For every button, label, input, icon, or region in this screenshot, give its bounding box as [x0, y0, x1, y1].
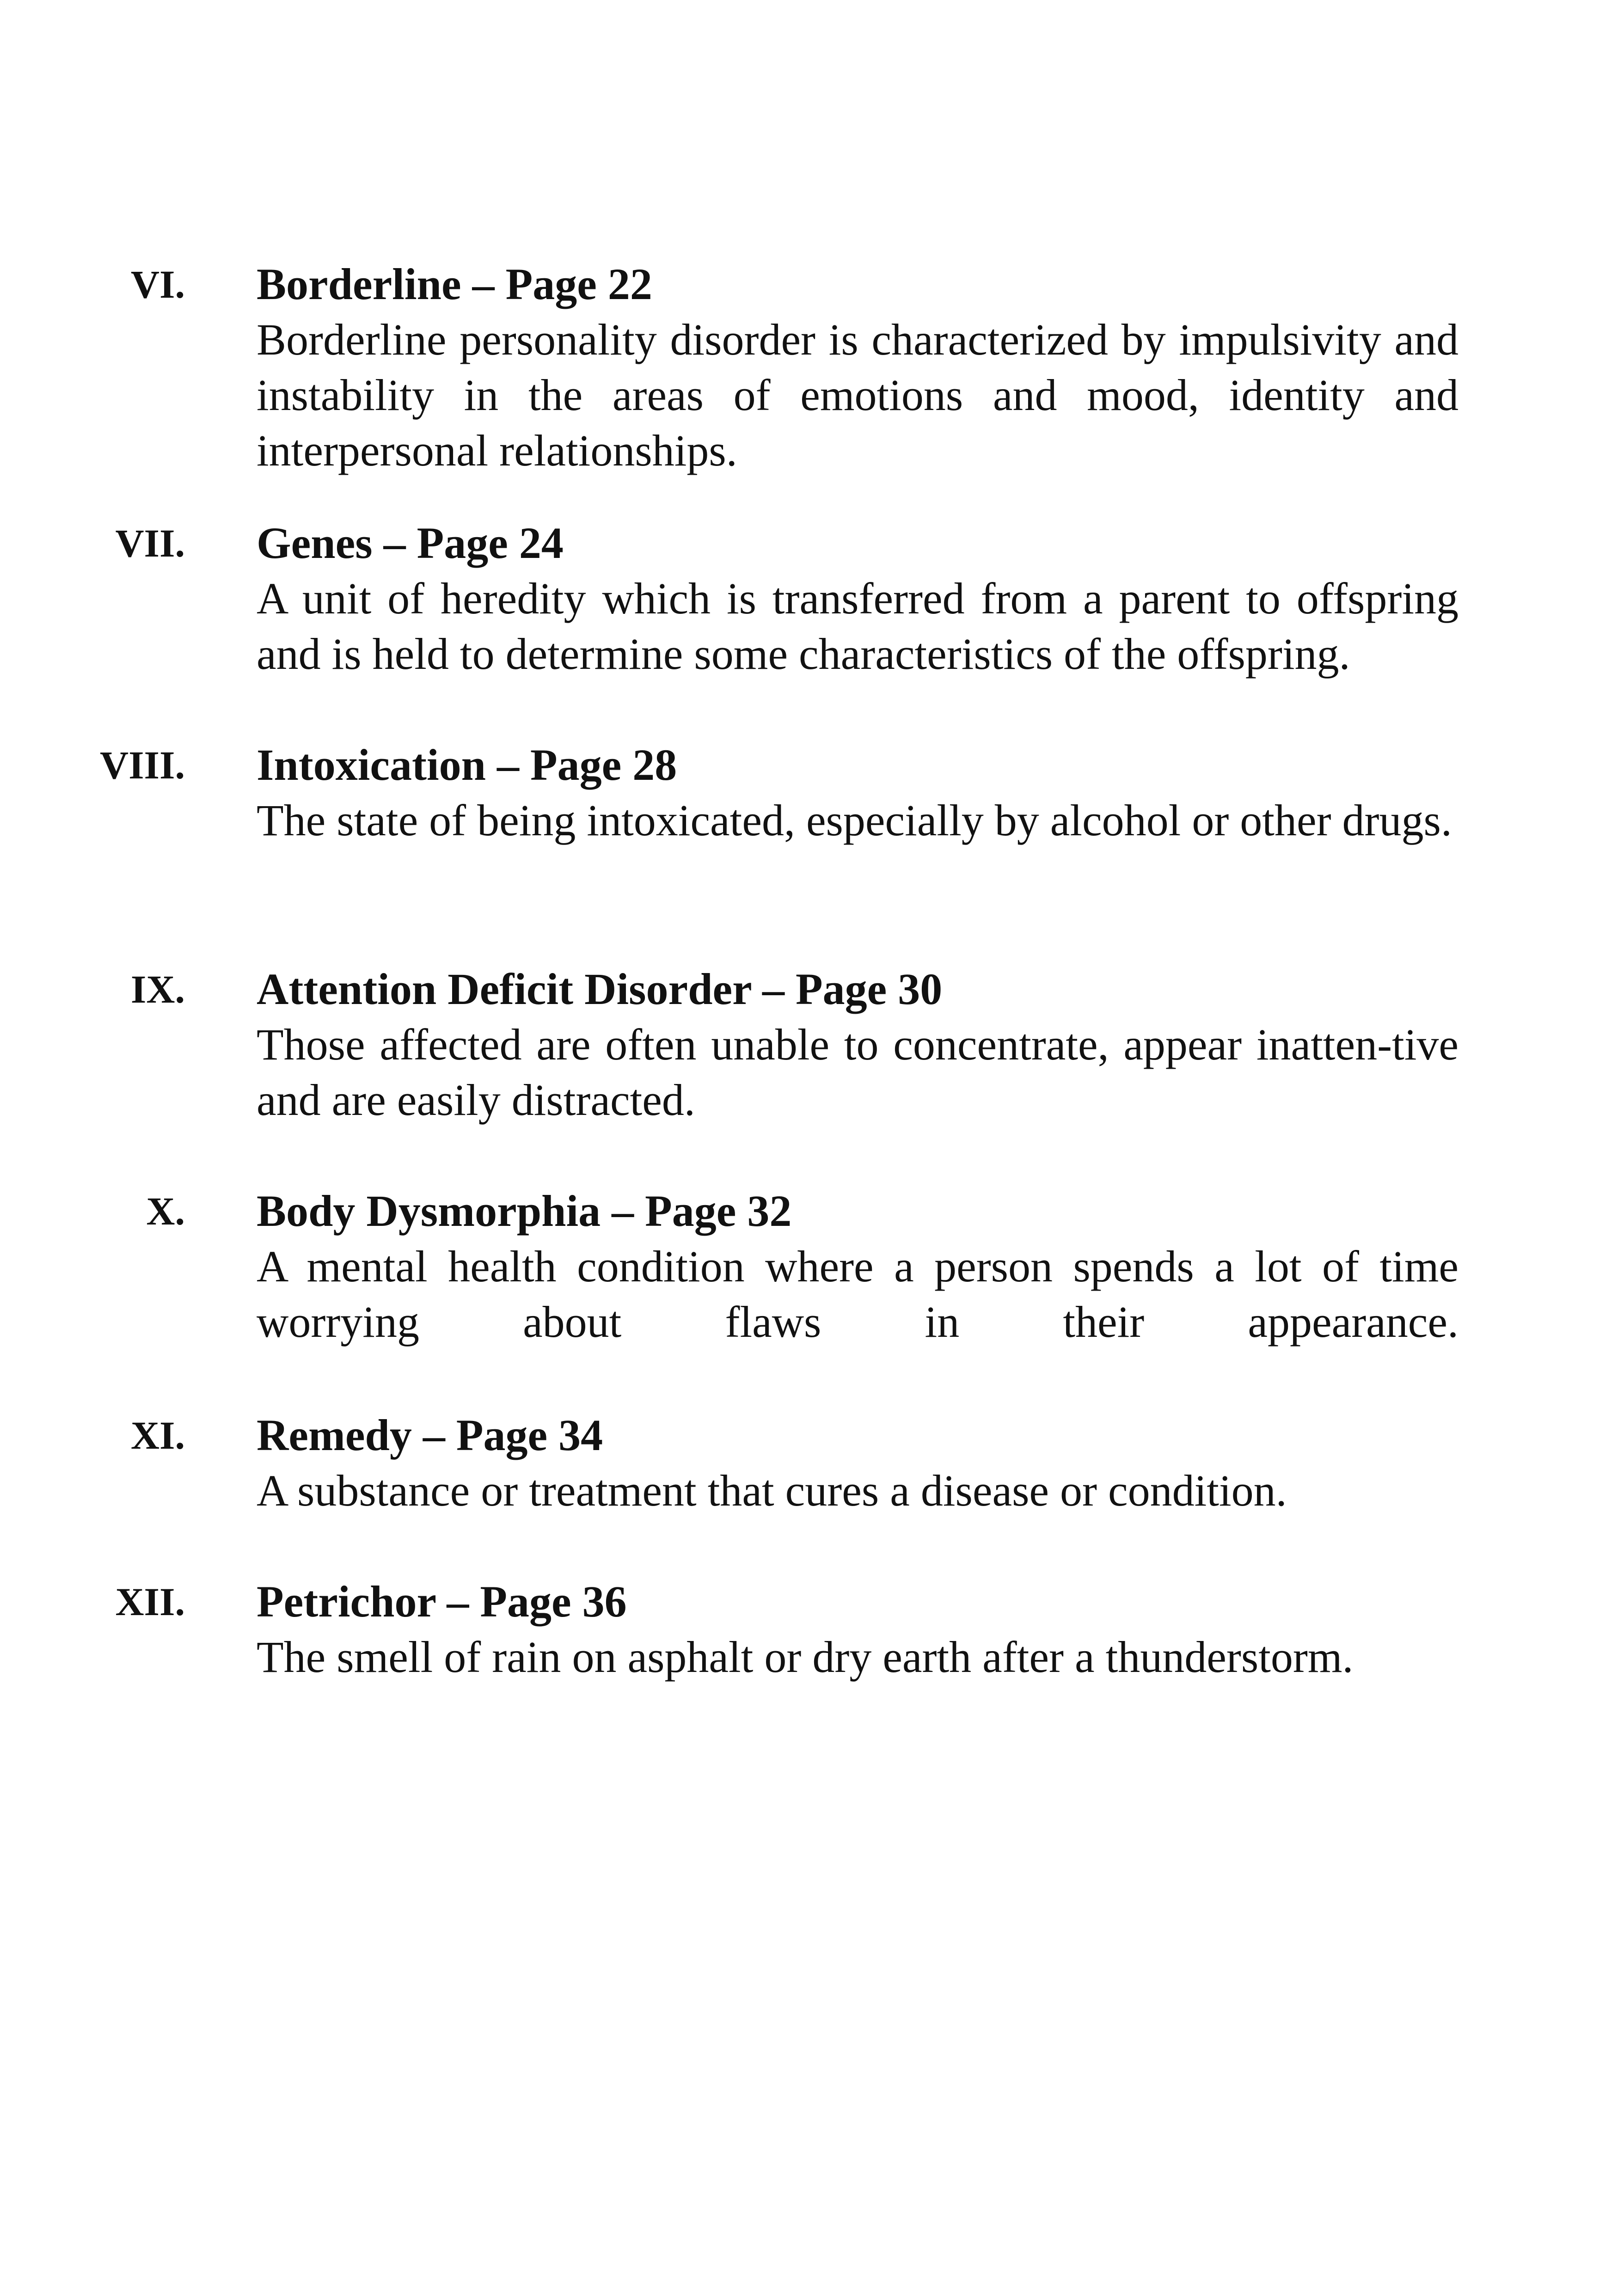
entry-term: Attention Deficit Disorder – Page 30 — [257, 964, 943, 1014]
entry-definition: The state of being intoxicated, especially by alcohol or other drugs. — [257, 796, 1452, 845]
entry-numeral: VIII. — [99, 743, 185, 787]
entry-definition: Those affected are often unable to concentrate, appear inatten-tive and are easily distracted. — [257, 1020, 1459, 1125]
entry-numeral: IX. — [130, 967, 185, 1011]
entry-definition: A substance or treatment that cures a disease or condition. — [257, 1466, 1287, 1515]
entry-numeral: XI. — [130, 1413, 185, 1457]
entry-term: Petrichor – Page 36 — [257, 1577, 627, 1626]
entry-term: Remedy – Page 34 — [257, 1410, 603, 1460]
entry-content — [257, 257, 1459, 478]
entry-content — [257, 515, 1459, 682]
entry-numeral: VII. — [115, 521, 185, 565]
entry-term: Body Dysmorphia – Page 32 — [257, 1186, 792, 1236]
entry-definition: A unit of heredity which is transferred from a parent to offspring and is held to determine some characteristics of the offspring. — [257, 574, 1459, 679]
entry-content — [257, 1574, 1459, 1685]
entry-content — [257, 961, 1459, 1128]
entry-numeral: XII. — [115, 1580, 185, 1624]
entry-term: Genes – Page 24 — [257, 518, 564, 568]
entry-content — [257, 1183, 1459, 1350]
entry-content — [257, 737, 1459, 848]
entry-term: Borderline – Page 22 — [257, 259, 652, 309]
entry-definition: A mental health condition where a person spends a lot of time worrying about flaws in their appearance. — [257, 1242, 1459, 1347]
entry-numeral: VI. — [130, 262, 185, 306]
entry-content — [257, 1408, 1459, 1518]
entry-numeral: X. — [146, 1189, 185, 1233]
entry-term: Intoxication – Page 28 — [257, 740, 677, 790]
entry-definition: Borderline personality disorder is characterized by impulsivity and instability in the areas of emotions and mood, identity and interpersonal relationships. — [257, 315, 1459, 475]
entry-definition: The smell of rain on asphalt or dry earth after a thunderstorm. — [257, 1632, 1354, 1682]
